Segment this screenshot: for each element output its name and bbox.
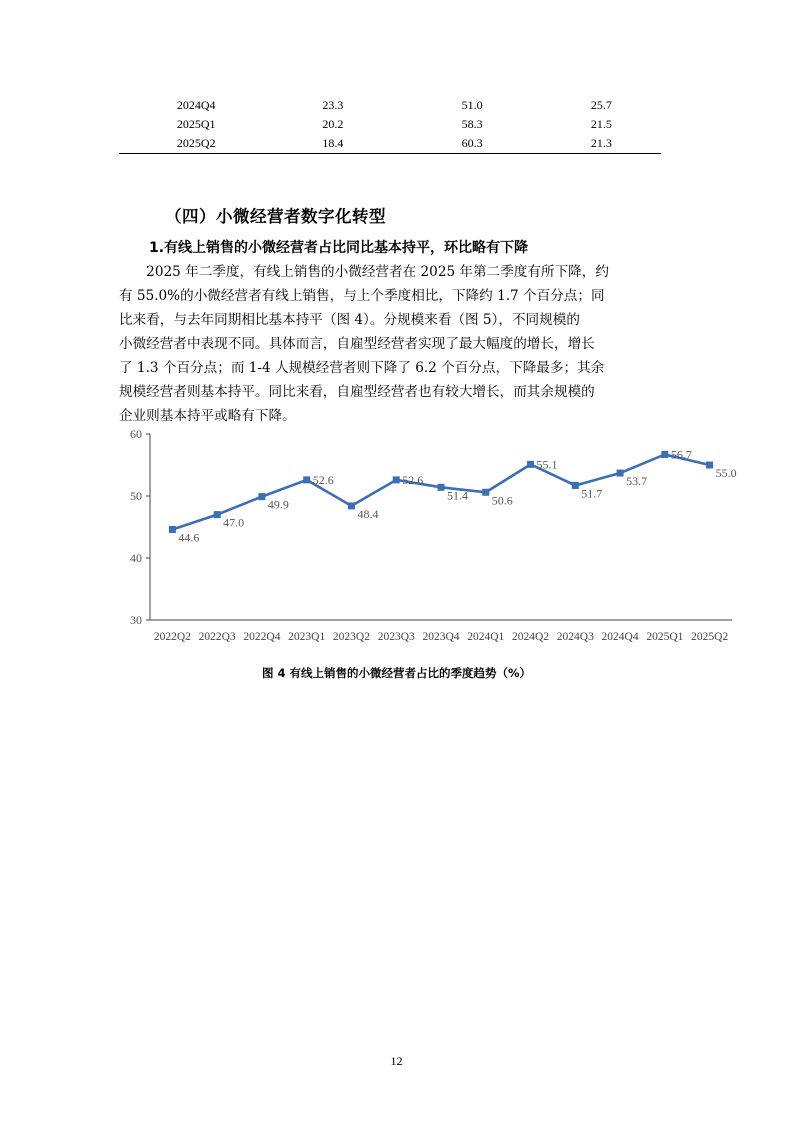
data-label: 56.7 bbox=[670, 447, 692, 462]
table-cell: 2025Q1 bbox=[176, 117, 216, 131]
data-label: 52.6 bbox=[312, 472, 334, 487]
data-point bbox=[706, 462, 713, 469]
paragraph-line: 规模经营者则基本持平。同比来看，自雇型经营者也有较大增长，而其余规模的 bbox=[119, 384, 595, 400]
x-tick-label: 2023Q4 bbox=[422, 631, 460, 643]
data-label: 53.7 bbox=[626, 474, 648, 489]
table-row bbox=[119, 115, 661, 134]
data-label: 52.6 bbox=[402, 472, 424, 487]
data-label: 44.6 bbox=[178, 530, 200, 545]
y-tick-label: 30 bbox=[130, 613, 142, 627]
y-tick-label: 40 bbox=[130, 551, 142, 565]
x-tick-label: 2024Q1 bbox=[467, 631, 505, 643]
x-tick-label: 2022Q2 bbox=[153, 631, 191, 643]
table-cell: 25.7 bbox=[590, 98, 612, 112]
paragraph-line: 2025 年二季度，有线上销售的小微经营者在 2025 年第二季度有所下降，约 bbox=[119, 264, 609, 280]
data-point bbox=[258, 493, 265, 500]
y-tick-label: 50 bbox=[130, 489, 142, 503]
data-label: 51.7 bbox=[581, 486, 603, 501]
table-cell: 20.2 bbox=[322, 117, 344, 131]
data-label: 55.1 bbox=[536, 457, 558, 472]
table-cell: 51.0 bbox=[461, 98, 483, 112]
data-point bbox=[303, 476, 310, 483]
series-line bbox=[172, 454, 709, 529]
data-label: 51.4 bbox=[447, 488, 468, 503]
x-tick-label: 2024Q2 bbox=[512, 631, 550, 643]
data-label: 47.0 bbox=[223, 515, 245, 530]
x-tick-label: 2024Q4 bbox=[601, 631, 639, 643]
data-point bbox=[482, 489, 489, 496]
data-table bbox=[119, 96, 661, 154]
paragraph-line: 了 1.3 个百分点；而 1-4 人规模经营者则下降了 6.2 个百分点，下降最多；其余 bbox=[119, 360, 605, 376]
paragraph-line: 小微经营者中表现不同。具体而言，自雇型经营者实现了最大幅度的增长，增长 bbox=[119, 336, 595, 352]
table-cell: 21.3 bbox=[542, 134, 661, 154]
x-tick-label: 2025Q1 bbox=[646, 631, 684, 643]
x-tick-label: 2025Q2 bbox=[691, 631, 729, 643]
x-tick-label: 2023Q1 bbox=[288, 631, 326, 643]
data-point bbox=[169, 526, 176, 533]
figure-caption: 图 4 有线上销售的小微经营者占比的季度趋势（%） bbox=[261, 666, 532, 680]
data-label: 48.4 bbox=[357, 506, 379, 521]
paragraph-line: 有 55.0%的小微经营者有线上销售，与上个季度相比，下降约 1.7 个百分点；同 bbox=[119, 288, 605, 304]
page-number: 12 bbox=[390, 1054, 403, 1068]
table-cell: 60.3 bbox=[403, 134, 542, 154]
section-title: （四）小微经营者数字化转型 bbox=[165, 207, 386, 226]
paragraph-line: 比来看，与去年同期相比基本持平（图 4）。分规模来看（图 5），不同规模的 bbox=[119, 312, 580, 328]
body-paragraph bbox=[119, 260, 672, 428]
data-point bbox=[348, 502, 355, 509]
line-chart bbox=[110, 428, 750, 653]
table-row bbox=[119, 134, 661, 154]
data-point bbox=[572, 482, 579, 489]
table-cell: 21.5 bbox=[590, 117, 612, 131]
table-row bbox=[119, 96, 661, 115]
y-tick-label: 60 bbox=[130, 428, 142, 441]
data-point bbox=[393, 476, 400, 483]
paragraph-line: 企业则基本持平或略有下降。 bbox=[119, 408, 296, 424]
data-point bbox=[527, 461, 534, 468]
table-cell: 23.3 bbox=[322, 98, 344, 112]
data-label: 50.6 bbox=[491, 493, 513, 508]
data-label: 49.9 bbox=[267, 497, 289, 512]
data-point bbox=[617, 470, 624, 477]
x-tick-label: 2022Q4 bbox=[243, 631, 281, 643]
table-cell: 18.4 bbox=[263, 134, 402, 154]
x-tick-label: 2023Q2 bbox=[332, 631, 370, 643]
data-point bbox=[661, 451, 668, 458]
table-cell: 58.3 bbox=[461, 117, 483, 131]
data-point bbox=[438, 484, 445, 491]
data-point bbox=[214, 511, 221, 518]
subsection-title: 1.有线上销售的小微经营者占比同比基本持平，环比略有下降 bbox=[149, 240, 529, 256]
table-cell: 2025Q2 bbox=[119, 134, 263, 154]
x-tick-label: 2023Q3 bbox=[377, 631, 415, 643]
x-tick-label: 2024Q3 bbox=[556, 631, 594, 643]
x-tick-label: 2022Q3 bbox=[198, 631, 236, 643]
data-label: 55.0 bbox=[715, 466, 737, 480]
table-cell: 2024Q4 bbox=[176, 98, 216, 112]
